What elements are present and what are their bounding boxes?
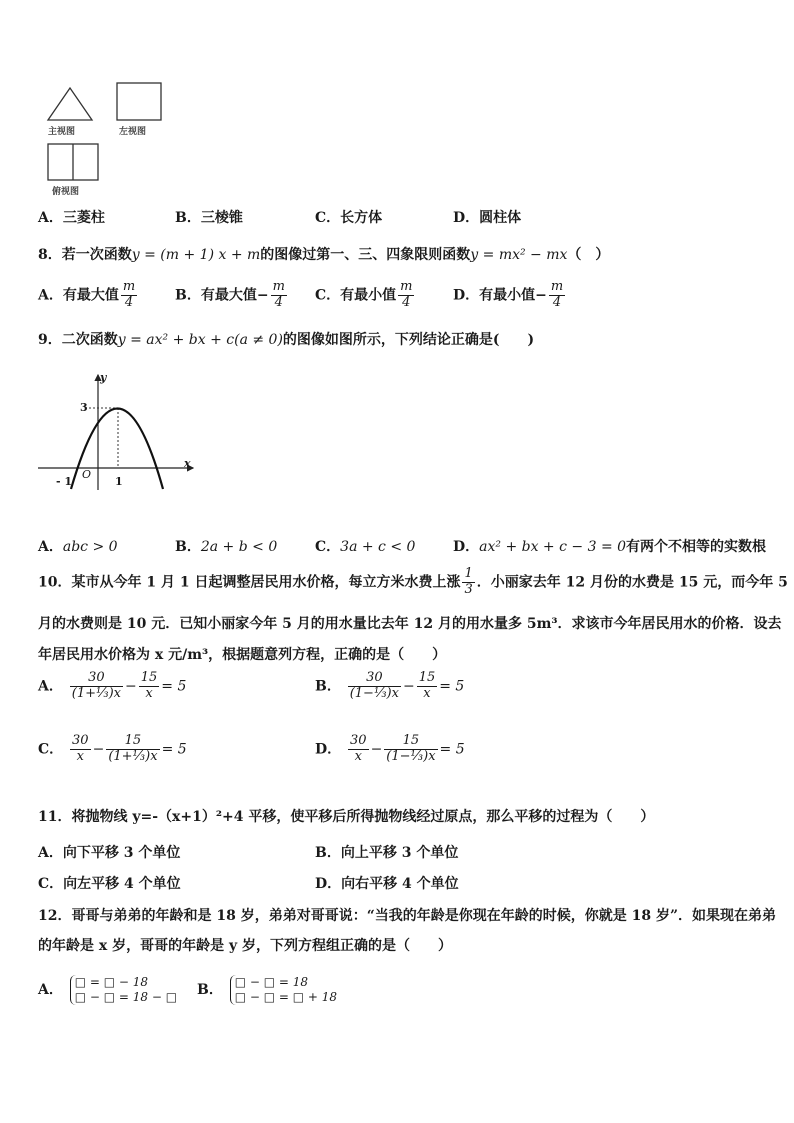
q12-stem-line1: 12．哥哥与弟弟的年龄和是 18 岁，弟弟对哥哥说：“当我的年龄是你现在年龄的时候，你就是 18 岁”．如果现在弟弟 [38,908,777,924]
q9-option-a[interactable]: A．abc > 0 [38,539,118,555]
tick-label-neg1: - 1 [56,475,73,488]
q11-option-b[interactable]: B．向上平移 3 个单位 [315,845,459,861]
q8-stem: 8．若一次函数y = (m + 1) x + m的图像过第一、三、四象限则函数y = mx² − mx（ ） [38,247,610,263]
side-view-rectangle [117,83,161,120]
q12-option-a[interactable]: A． □ = □ − 18 □ − □ = 18 − □ [38,975,178,1004]
q10-option-d[interactable]: D． $\frac{30}{x}$ − $\frac{15}{\text{(1−⅓)x}}$ = 5 [315,733,465,764]
q9-stem: 9．二次函数y = ax² + bx + c(a ≠ 0)的图像如图所示，下列结论正确是( ) [38,332,535,348]
tick-label-1: 1 [115,475,123,488]
q10-stem-line2: 月的水费则是 10 元．已知小丽家今年 5 月的用水量比去年 12 月的用水量多 5m³．求该市今年居民用水的价格．设去 [38,616,782,632]
q11-stem: 11．将抛物线 y=-（x+1）²+4 平移，使平移后所得抛物线经过原点，那么平移的过程为（ ） [38,809,655,825]
three-view-drawing [40,78,170,198]
side-view-label: 左视图 [119,127,147,137]
q11-option-a[interactable]: A．向下平移 3 个单位 [38,845,181,861]
q8-option-c[interactable]: C．有最小值 $\frac{m}{4}$ [315,279,413,310]
q10-option-a[interactable]: A． $\frac{30}{\text{(1+⅓)x}}$ − $\frac{15}{x}$ = 5 [38,670,187,701]
q9-graph [35,365,200,495]
q9-option-c[interactable]: C．3a + c < 0 [315,539,416,555]
front-view-triangle [48,88,92,120]
x-axis-label: x [184,457,191,470]
tick-label-3: 3 [80,401,88,414]
equation-system-b: □ − □ = 18 □ − □ = □ + 18 [230,975,337,1005]
q7-option-c[interactable]: C．长方体 [315,210,383,226]
front-view-label: 主视图 [48,127,76,137]
q8-option-b[interactable]: B．有最大值− $\frac{m}{4}$ [175,279,285,310]
q7-option-b[interactable]: B．三棱锥 [175,210,243,226]
q9-option-b[interactable]: B．2a + b < 0 [175,539,278,555]
q11-option-d[interactable]: D．向右平移 4 个单位 [315,876,459,892]
q10-option-b[interactable]: B． $\frac{30}{\text{(1−⅓)x}}$ − $\frac{15}{x}$ = 5 [315,670,465,701]
three-view-figure [40,78,170,198]
q9-option-d[interactable]: D．ax² + bx + c − 3 = 0有两个不相等的实数根 [453,539,767,555]
origin-label: O [82,468,92,481]
y-axis-label: y [100,371,107,384]
q12-option-b[interactable]: B． □ − □ = 18 □ − □ = □ + 18 [197,975,338,1004]
q8-option-d[interactable]: D．有最小值− $\frac{m}{4}$ [453,279,564,310]
q10-stem-line3: 年居民用水价格为 x 元/m³，根据题意列方程，正确的是（ ） [38,647,447,663]
equation-system-a: □ = □ − 18 □ − □ = 18 − □ [70,975,177,1005]
q7-option-a[interactable]: A．三菱柱 [38,210,105,226]
q8-option-a[interactable]: A．有最大值 $\frac{m}{4}$ [38,279,136,310]
top-view-label: 俯视图 [52,187,80,197]
q12-stem-line2: 的年龄是 x 岁，哥哥的年龄是 y 岁，下列方程组正确的是（ ） [38,938,452,954]
q10-stem-line1: 10．某市从今年 1 月 1 日起调整居民用水价格，每立方米水费上涨 $\frac{1}{3}$ ．小丽家去年 12 月份的水费是 15 元，而今年 5 [38,566,788,597]
q10-option-c[interactable]: C． $\frac{30}{x}$ − $\frac{15}{\text{(1+⅓)x}}$ = 5 [38,733,187,764]
q11-option-c[interactable]: C．向左平移 4 个单位 [38,876,181,892]
q7-option-d[interactable]: D．圆柱体 [453,210,522,226]
